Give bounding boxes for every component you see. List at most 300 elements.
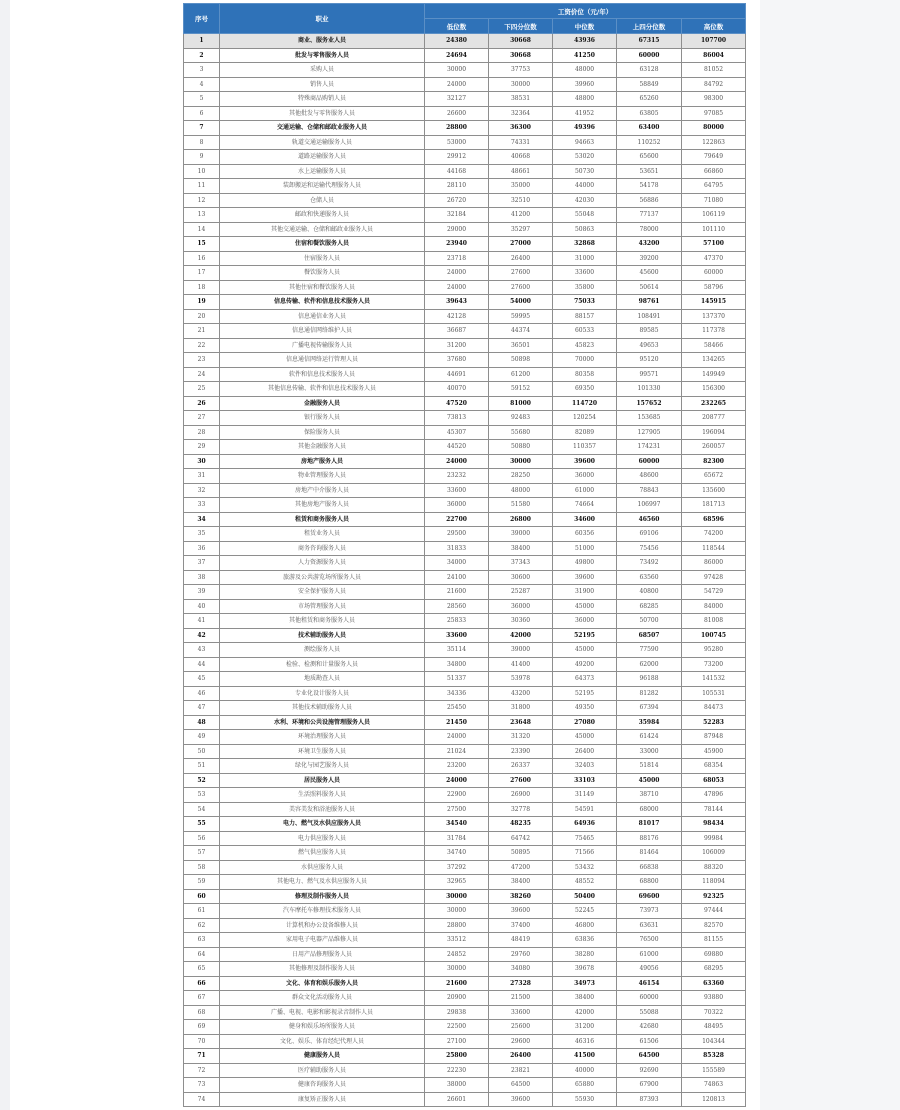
row-occupation: 房地产服务人员 xyxy=(220,454,425,469)
row-occupation: 电力供应服务人员 xyxy=(220,831,425,846)
row-lower-quartile: 32778 xyxy=(489,802,553,817)
row-lower-quartile: 36000 xyxy=(489,599,553,614)
row-upper-quartile: 45600 xyxy=(617,266,682,281)
row-low: 24000 xyxy=(425,266,489,281)
row-lower-quartile: 27600 xyxy=(489,266,553,281)
row-low: 21024 xyxy=(425,744,489,759)
row-high: 81008 xyxy=(682,614,746,629)
row-median: 48800 xyxy=(553,92,617,107)
row-median: 54591 xyxy=(553,802,617,817)
row-upper-quartile: 68000 xyxy=(617,802,682,817)
row-seq: 28 xyxy=(184,425,220,440)
row-seq: 5 xyxy=(184,92,220,107)
row-lower-quartile: 64500 xyxy=(489,1078,553,1093)
row-lower-quartile: 35297 xyxy=(489,222,553,237)
row-high: 73200 xyxy=(682,657,746,672)
row-median: 41952 xyxy=(553,106,617,121)
row-low: 51337 xyxy=(425,672,489,687)
row-low: 44691 xyxy=(425,367,489,382)
row-upper-quartile: 174231 xyxy=(617,440,682,455)
row-upper-quartile: 81017 xyxy=(617,817,682,832)
category-row xyxy=(184,295,746,310)
row-seq: 57 xyxy=(184,846,220,861)
row-high: 92325 xyxy=(682,889,746,904)
table-row xyxy=(184,150,746,165)
row-high: 68295 xyxy=(682,962,746,977)
table-row xyxy=(184,1034,746,1049)
row-occupation: 其他信息传输、软件和信息技术服务人员 xyxy=(220,382,425,397)
row-median: 80358 xyxy=(553,367,617,382)
row-seq: 38 xyxy=(184,570,220,585)
row-occupation: 水利、环境和公共设施管理服务人员 xyxy=(220,715,425,730)
row-median: 64936 xyxy=(553,817,617,832)
row-low: 24694 xyxy=(425,48,489,63)
row-upper-quartile: 110252 xyxy=(617,135,682,150)
row-low: 25450 xyxy=(425,701,489,716)
table-row xyxy=(184,251,746,266)
row-lower-quartile: 53978 xyxy=(489,672,553,687)
row-seq: 18 xyxy=(184,280,220,295)
row-occupation: 广播电视传输服务人员 xyxy=(220,338,425,353)
row-upper-quartile: 63400 xyxy=(617,121,682,136)
row-lower-quartile: 31800 xyxy=(489,701,553,716)
row-median: 94663 xyxy=(553,135,617,150)
header-seq: 序号 xyxy=(184,4,220,34)
row-seq: 43 xyxy=(184,643,220,658)
category-row xyxy=(184,48,746,63)
row-occupation: 修理及制作服务人员 xyxy=(220,889,425,904)
row-occupation: 健康咨询服务人员 xyxy=(220,1078,425,1093)
row-occupation: 环境治理服务人员 xyxy=(220,730,425,745)
row-lower-quartile: 81000 xyxy=(489,396,553,411)
row-high: 47896 xyxy=(682,788,746,803)
row-low: 28800 xyxy=(425,121,489,136)
row-upper-quartile: 53651 xyxy=(617,164,682,179)
row-high: 45900 xyxy=(682,744,746,759)
category-row xyxy=(184,976,746,991)
row-low: 26720 xyxy=(425,193,489,208)
table-row xyxy=(184,77,746,92)
row-high: 97085 xyxy=(682,106,746,121)
row-median: 63836 xyxy=(553,933,617,948)
row-occupation: 康复矫正服务人员 xyxy=(220,1092,425,1107)
table-row xyxy=(184,599,746,614)
row-high: 208777 xyxy=(682,411,746,426)
table-row xyxy=(184,788,746,803)
row-lower-quartile: 38400 xyxy=(489,541,553,556)
category-row xyxy=(184,817,746,832)
row-upper-quartile: 64500 xyxy=(617,1049,682,1064)
row-low: 32184 xyxy=(425,208,489,223)
row-high: 98300 xyxy=(682,92,746,107)
table-row xyxy=(184,585,746,600)
row-high: 81155 xyxy=(682,933,746,948)
row-occupation: 专业化设计服务人员 xyxy=(220,686,425,701)
row-high: 64795 xyxy=(682,179,746,194)
row-lower-quartile: 32364 xyxy=(489,106,553,121)
row-occupation: 其他批发与零售服务人员 xyxy=(220,106,425,121)
row-median: 41250 xyxy=(553,48,617,63)
row-lower-quartile: 48661 xyxy=(489,164,553,179)
table-header xyxy=(184,4,746,34)
row-seq: 7 xyxy=(184,121,220,136)
row-upper-quartile: 153685 xyxy=(617,411,682,426)
row-low: 29000 xyxy=(425,222,489,237)
row-high: 70322 xyxy=(682,1005,746,1020)
row-low: 22900 xyxy=(425,788,489,803)
row-upper-quartile: 157652 xyxy=(617,396,682,411)
row-occupation: 信息通信业务人员 xyxy=(220,309,425,324)
row-lower-quartile: 50895 xyxy=(489,846,553,861)
row-upper-quartile: 77137 xyxy=(617,208,682,223)
table-row xyxy=(184,440,746,455)
row-occupation: 检验、检测和计量服务人员 xyxy=(220,657,425,672)
row-median: 51000 xyxy=(553,541,617,556)
table-row xyxy=(184,570,746,585)
row-median: 60356 xyxy=(553,527,617,542)
category-row xyxy=(184,628,746,643)
row-occupation: 水上运输服务人员 xyxy=(220,164,425,179)
row-upper-quartile: 46560 xyxy=(617,512,682,527)
row-seq: 30 xyxy=(184,454,220,469)
row-upper-quartile: 61000 xyxy=(617,947,682,962)
row-upper-quartile: 81282 xyxy=(617,686,682,701)
row-high: 65672 xyxy=(682,469,746,484)
row-upper-quartile: 60000 xyxy=(617,991,682,1006)
row-seq: 8 xyxy=(184,135,220,150)
row-occupation: 租赁和商务服务人员 xyxy=(220,512,425,527)
row-lower-quartile: 59995 xyxy=(489,309,553,324)
row-occupation: 文化、娱乐、体育经纪代理人员 xyxy=(220,1034,425,1049)
header-high: 高位数 xyxy=(682,19,746,34)
row-lower-quartile: 59152 xyxy=(489,382,553,397)
row-high: 68053 xyxy=(682,773,746,788)
row-upper-quartile: 67900 xyxy=(617,1078,682,1093)
row-seq: 22 xyxy=(184,338,220,353)
row-low: 42128 xyxy=(425,309,489,324)
row-median: 75465 xyxy=(553,831,617,846)
row-occupation: 其他金融服务人员 xyxy=(220,440,425,455)
row-occupation: 水供应服务人员 xyxy=(220,860,425,875)
table-row xyxy=(184,541,746,556)
category-row xyxy=(184,237,746,252)
row-upper-quartile: 92690 xyxy=(617,1063,682,1078)
row-median: 45823 xyxy=(553,338,617,353)
row-high: 104344 xyxy=(682,1034,746,1049)
row-median: 55930 xyxy=(553,1092,617,1107)
row-low: 24100 xyxy=(425,570,489,585)
row-low: 30000 xyxy=(425,63,489,78)
row-low: 23940 xyxy=(425,237,489,252)
row-lower-quartile: 30600 xyxy=(489,570,553,585)
row-low: 38000 xyxy=(425,1078,489,1093)
row-high: 71080 xyxy=(682,193,746,208)
row-seq: 59 xyxy=(184,875,220,890)
row-median: 39960 xyxy=(553,77,617,92)
row-upper-quartile: 78000 xyxy=(617,222,682,237)
row-low: 28800 xyxy=(425,918,489,933)
row-low: 24380 xyxy=(425,34,489,49)
row-upper-quartile: 87393 xyxy=(617,1092,682,1107)
table-row xyxy=(184,730,746,745)
row-lower-quartile: 40668 xyxy=(489,150,553,165)
wage-table xyxy=(183,3,746,1107)
table-row xyxy=(184,106,746,121)
row-high: 57100 xyxy=(682,237,746,252)
row-median: 39678 xyxy=(553,962,617,977)
row-low: 23232 xyxy=(425,469,489,484)
table-row xyxy=(184,802,746,817)
row-seq: 19 xyxy=(184,295,220,310)
row-occupation: 住宿和餐饮服务人员 xyxy=(220,237,425,252)
row-occupation: 物业管理服务人员 xyxy=(220,469,425,484)
row-high: 52283 xyxy=(682,715,746,730)
row-high: 74200 xyxy=(682,527,746,542)
row-low: 30000 xyxy=(425,889,489,904)
header-wage-group: 工资价位（元/年） xyxy=(425,4,746,19)
row-low: 24000 xyxy=(425,730,489,745)
row-upper-quartile: 48600 xyxy=(617,469,682,484)
row-lower-quartile: 23390 xyxy=(489,744,553,759)
row-upper-quartile: 42680 xyxy=(617,1020,682,1035)
row-median: 35800 xyxy=(553,280,617,295)
row-occupation: 燃气供应服务人员 xyxy=(220,846,425,861)
row-seq: 70 xyxy=(184,1034,220,1049)
row-seq: 45 xyxy=(184,672,220,687)
row-occupation: 地质勘查人员 xyxy=(220,672,425,687)
table-row xyxy=(184,875,746,890)
row-lower-quartile: 26400 xyxy=(489,251,553,266)
row-high: 88320 xyxy=(682,860,746,875)
row-median: 44000 xyxy=(553,179,617,194)
row-upper-quartile: 63631 xyxy=(617,918,682,933)
row-high: 54729 xyxy=(682,585,746,600)
row-lower-quartile: 25600 xyxy=(489,1020,553,1035)
row-upper-quartile: 39200 xyxy=(617,251,682,266)
row-high: 47370 xyxy=(682,251,746,266)
row-low: 22700 xyxy=(425,512,489,527)
row-lower-quartile: 54000 xyxy=(489,295,553,310)
row-low: 37680 xyxy=(425,353,489,368)
table-row xyxy=(184,164,746,179)
category-row xyxy=(184,34,746,49)
row-seq: 66 xyxy=(184,976,220,991)
row-high: 80000 xyxy=(682,121,746,136)
row-upper-quartile: 62000 xyxy=(617,657,682,672)
row-high: 84792 xyxy=(682,77,746,92)
row-median: 120254 xyxy=(553,411,617,426)
row-occupation: 特殊商品购销人员 xyxy=(220,92,425,107)
row-low: 31784 xyxy=(425,831,489,846)
row-low: 29500 xyxy=(425,527,489,542)
row-lower-quartile: 29600 xyxy=(489,1034,553,1049)
row-median: 33600 xyxy=(553,266,617,281)
row-lower-quartile: 27600 xyxy=(489,773,553,788)
table-row xyxy=(184,382,746,397)
table-row xyxy=(184,498,746,513)
row-median: 31900 xyxy=(553,585,617,600)
table-row xyxy=(184,846,746,861)
row-median: 71566 xyxy=(553,846,617,861)
row-upper-quartile: 61424 xyxy=(617,730,682,745)
row-median: 60533 xyxy=(553,324,617,339)
row-occupation: 其他租赁和商务服务人员 xyxy=(220,614,425,629)
row-occupation: 健身和娱乐场所服务人员 xyxy=(220,1020,425,1035)
row-lower-quartile: 23648 xyxy=(489,715,553,730)
row-seq: 37 xyxy=(184,556,220,571)
row-median: 45000 xyxy=(553,643,617,658)
row-lower-quartile: 51580 xyxy=(489,498,553,513)
row-upper-quartile: 69600 xyxy=(617,889,682,904)
row-seq: 9 xyxy=(184,150,220,165)
row-occupation: 房地产中介服务人员 xyxy=(220,483,425,498)
row-low: 33600 xyxy=(425,483,489,498)
row-seq: 33 xyxy=(184,498,220,513)
table-row xyxy=(184,483,746,498)
row-lower-quartile: 39000 xyxy=(489,643,553,658)
row-low: 24852 xyxy=(425,947,489,962)
table-row xyxy=(184,701,746,716)
row-upper-quartile: 63128 xyxy=(617,63,682,78)
row-lower-quartile: 64742 xyxy=(489,831,553,846)
row-lower-quartile: 37753 xyxy=(489,63,553,78)
row-median: 31149 xyxy=(553,788,617,803)
row-low: 37292 xyxy=(425,860,489,875)
row-high: 98434 xyxy=(682,817,746,832)
row-high: 120813 xyxy=(682,1092,746,1107)
row-occupation: 采购人员 xyxy=(220,63,425,78)
row-low: 36000 xyxy=(425,498,489,513)
table-row xyxy=(184,280,746,295)
row-occupation: 道路运输服务人员 xyxy=(220,150,425,165)
right-margin xyxy=(760,0,900,1110)
row-occupation: 电力、燃气及水供应服务人员 xyxy=(220,817,425,832)
row-low: 36687 xyxy=(425,324,489,339)
row-lower-quartile: 48000 xyxy=(489,483,553,498)
row-high: 100745 xyxy=(682,628,746,643)
row-lower-quartile: 35000 xyxy=(489,179,553,194)
row-low: 25833 xyxy=(425,614,489,629)
row-low: 24000 xyxy=(425,77,489,92)
row-median: 52195 xyxy=(553,686,617,701)
row-high: 135600 xyxy=(682,483,746,498)
row-seq: 55 xyxy=(184,817,220,832)
row-low: 20900 xyxy=(425,991,489,1006)
row-high: 97428 xyxy=(682,570,746,585)
row-low: 34800 xyxy=(425,657,489,672)
row-high: 122863 xyxy=(682,135,746,150)
table-row xyxy=(184,904,746,919)
header-upper-quartile: 上四分位数 xyxy=(617,19,682,34)
table-row xyxy=(184,556,746,571)
category-row xyxy=(184,1049,746,1064)
row-high: 69880 xyxy=(682,947,746,962)
row-median: 42030 xyxy=(553,193,617,208)
left-margin xyxy=(0,0,10,1110)
row-upper-quartile: 98761 xyxy=(617,295,682,310)
row-occupation: 装卸搬运和运输代理服务人员 xyxy=(220,179,425,194)
row-lower-quartile: 27000 xyxy=(489,237,553,252)
table-row xyxy=(184,425,746,440)
row-upper-quartile: 99571 xyxy=(617,367,682,382)
row-high: 68596 xyxy=(682,512,746,527)
row-low: 26601 xyxy=(425,1092,489,1107)
row-occupation: 其他技术辅助服务人员 xyxy=(220,701,425,716)
row-upper-quartile: 49653 xyxy=(617,338,682,353)
row-low: 23200 xyxy=(425,759,489,774)
table-row xyxy=(184,962,746,977)
row-upper-quartile: 55088 xyxy=(617,1005,682,1020)
row-upper-quartile: 65260 xyxy=(617,92,682,107)
row-upper-quartile: 56886 xyxy=(617,193,682,208)
row-median: 32403 xyxy=(553,759,617,774)
row-high: 181713 xyxy=(682,498,746,513)
row-upper-quartile: 54178 xyxy=(617,179,682,194)
row-lower-quartile: 23821 xyxy=(489,1063,553,1078)
category-row xyxy=(184,396,746,411)
row-low: 31200 xyxy=(425,338,489,353)
row-low: 24000 xyxy=(425,454,489,469)
row-high: 86000 xyxy=(682,556,746,571)
row-lower-quartile: 55680 xyxy=(489,425,553,440)
row-seq: 20 xyxy=(184,309,220,324)
row-median: 53020 xyxy=(553,150,617,165)
row-high: 97444 xyxy=(682,904,746,919)
row-lower-quartile: 26337 xyxy=(489,759,553,774)
row-upper-quartile: 76500 xyxy=(617,933,682,948)
row-high: 117378 xyxy=(682,324,746,339)
row-seq: 11 xyxy=(184,179,220,194)
table-row xyxy=(184,614,746,629)
table-row xyxy=(184,222,746,237)
table-row xyxy=(184,1020,746,1035)
table-row xyxy=(184,309,746,324)
row-occupation: 信息传输、软件和信息技术服务人员 xyxy=(220,295,425,310)
row-median: 75033 xyxy=(553,295,617,310)
row-lower-quartile: 25287 xyxy=(489,585,553,600)
row-seq: 4 xyxy=(184,77,220,92)
row-occupation: 保险服务人员 xyxy=(220,425,425,440)
row-median: 32868 xyxy=(553,237,617,252)
row-high: 84000 xyxy=(682,599,746,614)
row-occupation: 仓储人员 xyxy=(220,193,425,208)
row-low: 21600 xyxy=(425,976,489,991)
row-seq: 56 xyxy=(184,831,220,846)
row-low: 30000 xyxy=(425,904,489,919)
row-upper-quartile: 81464 xyxy=(617,846,682,861)
row-upper-quartile: 73973 xyxy=(617,904,682,919)
row-seq: 50 xyxy=(184,744,220,759)
row-upper-quartile: 50614 xyxy=(617,280,682,295)
row-occupation: 商务咨询服务人员 xyxy=(220,541,425,556)
row-low: 40070 xyxy=(425,382,489,397)
table-row xyxy=(184,367,746,382)
row-seq: 47 xyxy=(184,701,220,716)
row-high: 78144 xyxy=(682,802,746,817)
row-lower-quartile: 42000 xyxy=(489,628,553,643)
row-occupation: 其他电力、燃气及水供应服务人员 xyxy=(220,875,425,890)
row-lower-quartile: 30360 xyxy=(489,614,553,629)
row-occupation: 市场管理服务人员 xyxy=(220,599,425,614)
row-upper-quartile: 88176 xyxy=(617,831,682,846)
row-seq: 67 xyxy=(184,991,220,1006)
table-row xyxy=(184,1092,746,1107)
row-low: 28560 xyxy=(425,599,489,614)
row-upper-quartile: 50700 xyxy=(617,614,682,629)
category-row xyxy=(184,889,746,904)
row-upper-quartile: 66838 xyxy=(617,860,682,875)
row-seq: 23 xyxy=(184,353,220,368)
